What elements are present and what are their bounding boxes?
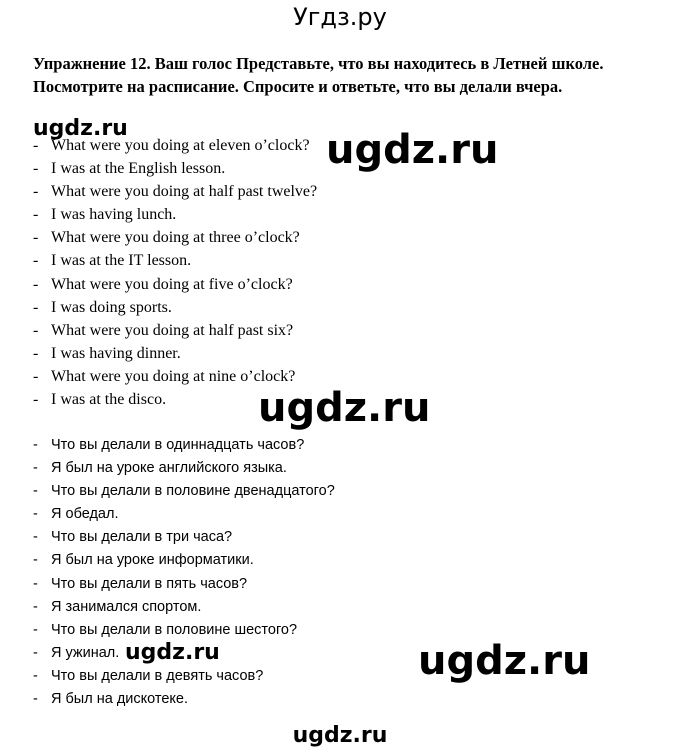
- dialogue-text: What were you doing at three o’clock?: [51, 229, 300, 247]
- dialogue-line: [33, 434, 335, 457]
- dash-marker: -: [33, 160, 39, 178]
- dialogue-line: [33, 296, 317, 319]
- dialogue-line: [33, 642, 335, 665]
- dialogue-text: What were you doing at nine o’clock?: [51, 367, 296, 385]
- dialogue-text: Что вы делали в половине двенадцатого?: [51, 483, 335, 500]
- dialogue-text: Что вы делали в три часа?: [51, 529, 233, 546]
- dash-marker: -: [33, 598, 38, 615]
- dialogue-text: What were you doing at eleven o’clock?: [51, 137, 310, 154]
- footer-watermark: ugdz.ru: [292, 723, 388, 748]
- dialogue-text: Я был на уроке информатики.: [51, 552, 254, 569]
- dash-marker: -: [33, 367, 39, 385]
- watermark-large-middle: ugdz.ru: [258, 385, 431, 431]
- dialogue-line: [33, 134, 317, 157]
- dash-marker: -: [33, 252, 39, 270]
- dialogue-line: [33, 480, 335, 503]
- dialogue-text: I was having dinner.: [51, 344, 181, 362]
- dash-marker: -: [33, 644, 38, 661]
- dialogue-line: [33, 457, 335, 480]
- dialogue-text: Что вы делали в девять часов?: [51, 667, 264, 684]
- dash-marker: -: [33, 206, 39, 224]
- dash-marker: -: [33, 552, 38, 569]
- dialogue-line: [33, 573, 335, 596]
- dialogue-line: [33, 319, 317, 342]
- dash-marker: -: [33, 229, 39, 247]
- dash-marker: -: [33, 529, 38, 546]
- dialogue-line: [33, 365, 317, 388]
- dialogue-line: [33, 596, 335, 619]
- dialogue-text: I was at the English lesson.: [51, 160, 226, 178]
- dash-marker: -: [33, 506, 38, 523]
- watermark-top-left: ugdz.ru: [33, 116, 128, 141]
- dialogue-line: [33, 249, 317, 272]
- dialogue-line: [33, 503, 335, 526]
- dialogue-text: Что вы делали в половине шестого?: [51, 621, 298, 638]
- russian-dialogue-list: [33, 434, 335, 711]
- dialogue-line: [33, 549, 335, 572]
- dialogue-text: I was doing sports.: [51, 298, 172, 316]
- dialogue-text: Я ужинал.: [51, 644, 120, 661]
- watermark-large-lower: ugdz.ru: [418, 638, 591, 684]
- dialogue-line: [33, 526, 335, 549]
- dialogue-text: Я был на дискотеке.: [51, 691, 189, 708]
- dash-marker: -: [33, 437, 38, 453]
- dash-marker: -: [33, 183, 39, 201]
- dialogue-line: [33, 180, 317, 203]
- dialogue-text: What were you doing at five o’clock?: [51, 275, 293, 293]
- dash-marker: -: [33, 344, 39, 362]
- site-title: Угдз.ру: [293, 3, 387, 31]
- dialogue-text: I was having lunch.: [51, 206, 177, 224]
- watermark-small-lower: ugdz.ru: [125, 640, 220, 665]
- dialogue-line: [33, 157, 317, 180]
- english-dialogue-list: [33, 134, 317, 411]
- dialogue-text: I was at the IT lesson.: [51, 252, 192, 270]
- dialogue-text: Что вы делали в пять часов?: [51, 575, 248, 592]
- dialogue-line: [33, 619, 335, 642]
- dash-marker: -: [33, 391, 39, 409]
- dash-marker: -: [33, 321, 39, 339]
- dialogue-line: [33, 342, 317, 365]
- dialogue-text: What were you doing at half past twelve?: [51, 183, 318, 201]
- dash-marker: -: [33, 137, 39, 154]
- dialogue-text: Я обедал.: [51, 506, 119, 523]
- dialogue-text: I was at the disco.: [51, 391, 167, 409]
- dialogue-text: Я занимался спортом.: [51, 598, 202, 615]
- dash-marker: -: [33, 298, 39, 316]
- dash-marker: -: [33, 691, 38, 708]
- dialogue-text: Что вы делали в одиннадцать часов?: [51, 437, 305, 453]
- watermark-large-upper: ugdz.ru: [326, 127, 499, 173]
- dialogue-text: Я был на уроке английского языка.: [51, 460, 287, 477]
- dialogue-line: [33, 665, 335, 688]
- dash-marker: -: [33, 575, 38, 592]
- exercise-heading: Упражнение 12. Ваш голос Представьте, что вы находитесь в Летней школе. Посмотрите на расписание. Спросите и ответьте, что вы делали вчера.: [33, 54, 604, 96]
- dialogue-line: [33, 226, 317, 249]
- dialogue-line: [33, 688, 335, 711]
- dialogue-line: [33, 388, 317, 411]
- dash-marker: -: [33, 621, 38, 638]
- dialogue-line: [33, 203, 317, 226]
- dialogue-line: [33, 273, 317, 296]
- dash-marker: -: [33, 275, 39, 293]
- dash-marker: -: [33, 667, 38, 684]
- dash-marker: -: [33, 460, 38, 477]
- dash-marker: -: [33, 483, 38, 500]
- dialogue-text: What were you doing at half past six?: [51, 321, 294, 339]
